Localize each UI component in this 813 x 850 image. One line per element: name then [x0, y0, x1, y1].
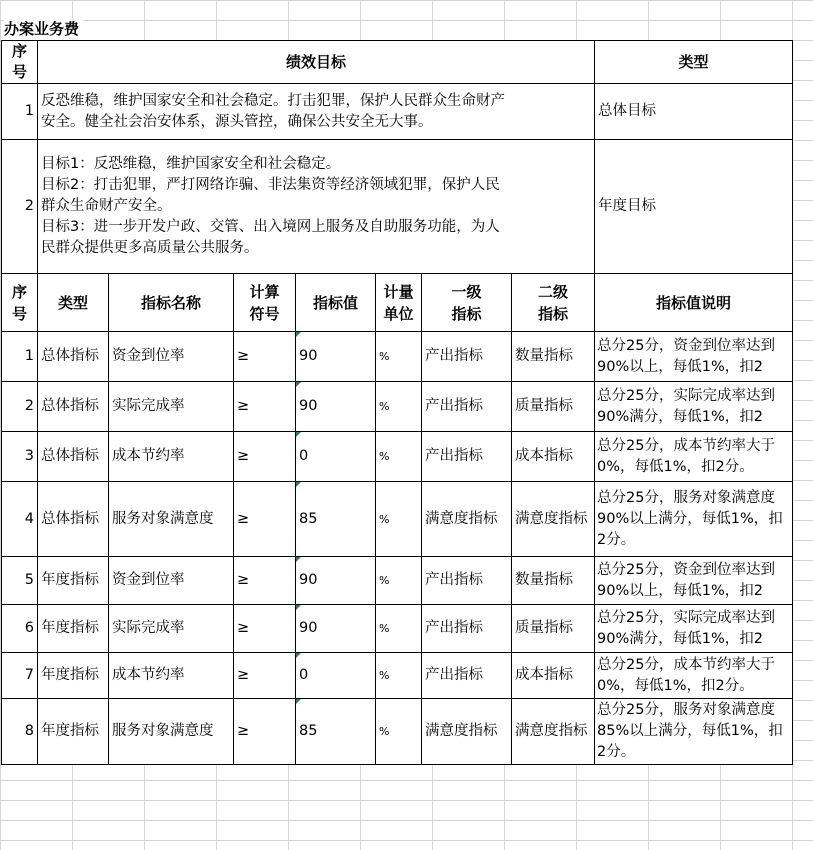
indicator-row — [2, 432, 793, 482]
indicator-row — [2, 482, 793, 557]
goal-row — [2, 84, 793, 140]
goal-seq[interactable]: 1 — [2, 84, 38, 140]
ind-value[interactable]: 90 — [296, 605, 376, 653]
ind-unit[interactable]: % — [376, 382, 422, 432]
ind-level1[interactable]: 产出指标 — [422, 432, 512, 482]
ind-symbol[interactable]: ≥ — [234, 332, 296, 382]
ind-desc[interactable] — [595, 653, 793, 699]
ind-unit[interactable]: % — [376, 432, 422, 482]
ind-unit[interactable]: % — [376, 557, 422, 605]
goal-text[interactable] — [38, 84, 595, 140]
ind-header-seq[interactable] — [2, 274, 38, 332]
ind-name[interactable]: 成本节约率 — [109, 653, 234, 699]
ind-level1[interactable]: 产出指标 — [422, 557, 512, 605]
ind-symbol[interactable]: ≥ — [234, 557, 296, 605]
header-goal[interactable]: 绩效目标 — [38, 41, 595, 84]
ind-desc-text: 总分25分，成本节约率大于0%，每低1%，扣2分。 — [597, 437, 775, 475]
ind-name[interactable]: 服务对象满意度 — [109, 699, 234, 765]
ind-level2[interactable]: 质量指标 — [512, 605, 595, 653]
ind-seq[interactable]: 2 — [2, 382, 38, 432]
ind-unit[interactable]: % — [376, 653, 422, 699]
ind-level1[interactable]: 产出指标 — [422, 382, 512, 432]
sheet-title: 办案业务费 — [4, 18, 83, 40]
ind-type[interactable]: 总体指标 — [38, 382, 109, 432]
ind-type[interactable]: 总体指标 — [38, 482, 109, 557]
ind-type[interactable]: 年度指标 — [38, 605, 109, 653]
ind-header-level1-line: 指标 — [451, 304, 482, 323]
ind-type[interactable]: 总体指标 — [38, 332, 109, 382]
ind-type[interactable]: 总体指标 — [38, 432, 109, 482]
ind-name[interactable]: 实际完成率 — [109, 605, 234, 653]
goal-seq[interactable]: 2 — [2, 140, 38, 274]
ind-desc-text: 总分25分，实际完成率达到90%满分，每低1%，扣2 — [597, 387, 775, 425]
ind-type[interactable]: 年度指标 — [38, 653, 109, 699]
goal-type[interactable]: 总体目标 — [595, 84, 793, 140]
ind-symbol[interactable]: ≥ — [234, 699, 296, 765]
ind-desc[interactable] — [595, 482, 793, 557]
ind-header-unit[interactable] — [376, 274, 422, 332]
ind-desc-text: 总分25分，实际完成率达到90%满分，每低1%，扣2 — [597, 609, 775, 647]
ind-unit[interactable]: % — [376, 482, 422, 557]
ind-seq[interactable]: 6 — [2, 605, 38, 653]
ind-level1[interactable]: 产出指标 — [422, 332, 512, 382]
ind-header-level2-line: 二级 — [537, 282, 568, 301]
ind-header-unit-line: 计量 — [383, 282, 414, 301]
ind-level2[interactable]: 满意度指标 — [512, 699, 595, 765]
ind-desc-text: 总分25分，服务对象满意度90%以上满分，每低1%，扣2分。 — [597, 489, 783, 548]
ind-seq[interactable]: 5 — [2, 557, 38, 605]
ind-type[interactable]: 年度指标 — [38, 557, 109, 605]
ind-level1[interactable]: 满意度指标 — [422, 482, 512, 557]
ind-symbol[interactable]: ≥ — [234, 653, 296, 699]
indicator-row — [2, 332, 793, 382]
ind-type[interactable]: 年度指标 — [38, 699, 109, 765]
ind-header-symbol-line: 计算 — [249, 282, 280, 301]
ind-desc[interactable] — [595, 432, 793, 482]
ind-seq[interactable]: 8 — [2, 699, 38, 765]
ind-desc[interactable] — [595, 382, 793, 432]
indicators-table — [1, 273, 793, 765]
ind-level2[interactable]: 质量指标 — [512, 382, 595, 432]
ind-unit[interactable]: % — [376, 699, 422, 765]
ind-seq[interactable]: 3 — [2, 432, 38, 482]
ind-header-level2[interactable] — [512, 274, 595, 332]
ind-header-name[interactable]: 指标名称 — [109, 274, 234, 332]
indicator-row — [2, 382, 793, 432]
ind-value[interactable]: 90 — [296, 557, 376, 605]
ind-desc-text: 总分25分，资金到位率达到90%以上，每低1%，扣2 — [597, 337, 775, 375]
ind-unit[interactable]: % — [376, 332, 422, 382]
ind-symbol[interactable]: ≥ — [234, 432, 296, 482]
ind-seq[interactable]: 1 — [2, 332, 38, 382]
ind-symbol[interactable]: ≥ — [234, 605, 296, 653]
ind-level2[interactable]: 数量指标 — [512, 557, 595, 605]
ind-desc-text: 总分25分，资金到位率达到90%以上，每低1%，扣2 — [597, 561, 775, 599]
ind-value[interactable]: 85 — [296, 699, 376, 765]
ind-value[interactable]: 0 — [296, 653, 376, 699]
goal-line: 安全。健全社会治安体系，源头管控，确保公共安全无大事。 — [41, 113, 433, 130]
indicator-row — [2, 605, 793, 653]
header-seq[interactable]: 序号 — [2, 41, 38, 84]
spreadsheet-area — [1, 40, 792, 765]
indicator-row — [2, 653, 793, 699]
ind-header-seq-line: 序 — [11, 282, 27, 301]
ind-level1[interactable]: 产出指标 — [422, 605, 512, 653]
ind-value[interactable]: 85 — [296, 482, 376, 557]
ind-level2[interactable]: 成本指标 — [512, 653, 595, 699]
ind-desc[interactable] — [595, 699, 793, 765]
goal-line: 群众生命财产安全。 — [41, 198, 172, 214]
ind-header-desc[interactable]: 指标值说明 — [595, 274, 793, 332]
header-type[interactable]: 类型 — [595, 41, 793, 84]
ind-level2[interactable]: 满意度指标 — [512, 482, 595, 557]
ind-header-level2-line: 指标 — [537, 304, 568, 323]
indicators-header-row — [2, 274, 793, 332]
ind-symbol[interactable]: ≥ — [234, 382, 296, 432]
indicator-row — [2, 557, 793, 605]
ind-header-value[interactable]: 指标值 — [296, 274, 376, 332]
goal-text[interactable] — [38, 140, 595, 274]
ind-seq[interactable]: 4 — [2, 482, 38, 557]
ind-level1[interactable]: 满意度指标 — [422, 699, 512, 765]
ind-value[interactable]: 90 — [296, 382, 376, 432]
ind-header-seq-line: 号 — [11, 304, 27, 323]
goals-header-row — [2, 41, 793, 84]
ind-header-level1[interactable] — [422, 274, 512, 332]
indicator-row — [2, 699, 793, 765]
ind-desc[interactable] — [595, 332, 793, 382]
goal-type[interactable]: 年度目标 — [595, 140, 793, 274]
goal-line: 目标2：打击犯罪，严打网络诈骗、非法集资等经济领域犯罪，保护人民 — [41, 177, 500, 193]
ind-header-level1-line: 一级 — [451, 282, 482, 301]
goal-line: 目标1：反恐维稳，维护国家安全和社会稳定。 — [41, 156, 341, 172]
ind-level2[interactable]: 数量指标 — [512, 332, 595, 382]
ind-value[interactable]: 90 — [296, 332, 376, 382]
goal-line: 民群众提供更多高质量公共服务。 — [41, 240, 259, 256]
ind-name[interactable]: 实际完成率 — [109, 382, 234, 432]
ind-desc-text: 总分25分，服务对象满意度85%以上满分，每低1%，扣2分。 — [597, 702, 783, 760]
goal-row — [2, 140, 793, 274]
ind-level1[interactable]: 产出指标 — [422, 653, 512, 699]
ind-name[interactable]: 成本节约率 — [109, 432, 234, 482]
ind-header-unit-line: 单位 — [383, 304, 414, 323]
ind-symbol[interactable]: ≥ — [234, 482, 296, 557]
goal-line: 目标3：进一步开发户政、交管、出入境网上服务及自助服务功能，为人 — [41, 219, 500, 235]
ind-name[interactable]: 资金到位率 — [109, 332, 234, 382]
goals-table — [1, 40, 793, 274]
ind-desc[interactable] — [595, 605, 793, 653]
ind-name[interactable]: 服务对象满意度 — [109, 482, 234, 557]
ind-desc-text: 总分25分，成本节约率大于0%，每低1%，扣2分。 — [597, 656, 775, 694]
ind-header-symbol-line: 符号 — [249, 304, 280, 323]
ind-level2[interactable]: 成本指标 — [512, 432, 595, 482]
ind-header-type[interactable]: 类型 — [38, 274, 109, 332]
ind-desc[interactable] — [595, 557, 793, 605]
ind-seq[interactable]: 7 — [2, 653, 38, 699]
goal-line: 反恐维稳，维护国家安全和社会稳定。打击犯罪，保护人民群众生命财产 — [41, 92, 505, 109]
ind-name[interactable]: 资金到位率 — [109, 557, 234, 605]
ind-header-symbol[interactable] — [234, 274, 296, 332]
ind-unit[interactable]: % — [376, 605, 422, 653]
ind-value[interactable]: 0 — [296, 432, 376, 482]
